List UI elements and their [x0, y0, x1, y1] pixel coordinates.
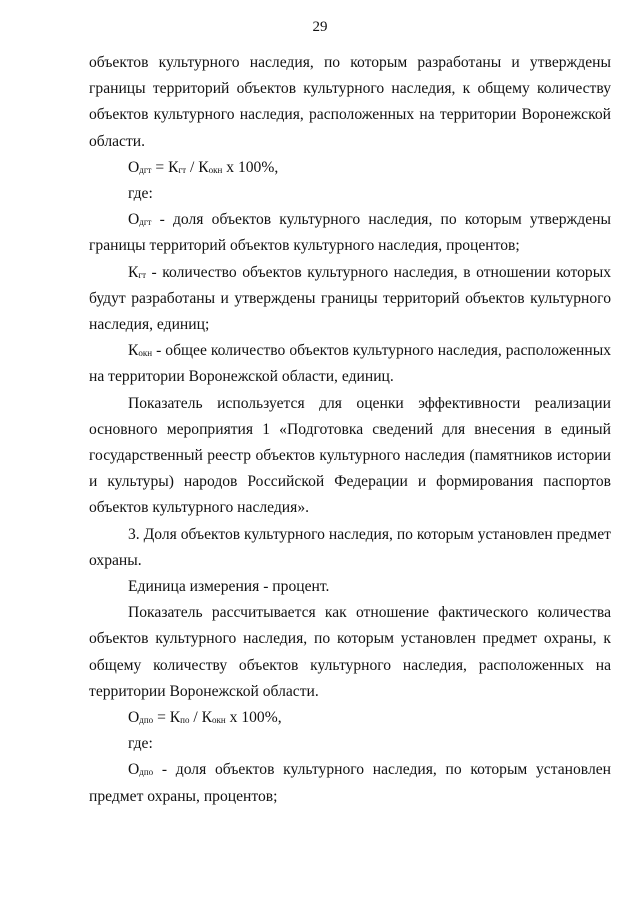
- page-number: 29: [312, 19, 328, 35]
- definition-symbol: О: [128, 211, 140, 229]
- document-body: [89, 50, 611, 810]
- formula-odpo: [89, 705, 611, 731]
- formula-subscript: по: [180, 715, 190, 726]
- formula-subscript: гт: [178, 164, 187, 175]
- definition-text: - доля объектов культурного наследия, по которым утверждены границы территорий объектов культурного наследия, процентов;: [89, 211, 611, 255]
- where-label: где:: [128, 735, 153, 753]
- formula-subscript: дпо: [139, 715, 154, 726]
- formula-text: = К: [153, 709, 181, 727]
- definition-subscript: гт: [138, 269, 147, 280]
- definition-subscript: дпо: [139, 767, 154, 778]
- definition-subscript: окн: [138, 348, 153, 359]
- definition-text: - количество объектов культурного наследия, в отношении которых будут разработаны и утверждены границы территорий объектов культурного наследия, единиц;: [89, 263, 611, 334]
- formula-odgt: [89, 155, 611, 181]
- paragraph-item-3: 3. Доля объектов культурного наследия, по которым установлен предмет охраны.: [89, 525, 611, 569]
- definition-symbol: К: [128, 342, 139, 360]
- definition-odgt: [89, 207, 611, 259]
- paragraph-indicator-usage: Показатель используется для оценки эффективности реализации основного мероприятия 1 «Подготовка сведений для внесения в единый государственный реестр объектов культурного наследия (памятников истории и культуры) народов Российской Федерации и формирования паспортов объектов культурного наследия».: [89, 394, 611, 517]
- definition-symbol: К: [128, 263, 139, 281]
- definition-subscript: дгт: [139, 217, 152, 228]
- definition-odpo: [89, 757, 611, 809]
- formula-symbol: О: [128, 158, 140, 176]
- definition-kgt: [89, 260, 611, 339]
- definition-text: - общее количество объектов культурного наследия, расположенных на территории Воронежской области, единиц.: [89, 342, 611, 386]
- definition-text: - доля объектов культурного наследия, по которым установлен предмет охраны, процентов;: [89, 761, 611, 805]
- paragraph-continuation: объектов культурного наследия, по которым разработаны и утверждены границы территорий объектов культурного наследия, к общему количеству объектов культурного наследия, расположенных на территории Воронежской области.: [89, 54, 611, 150]
- paragraph-calculation: Показатель рассчитывается как отношение фактического количества объектов культурного наследия, по которым установлен предмет охраны, к общему количеству объектов культурного наследия, расположенных на территории Воронежской области.: [89, 604, 611, 700]
- formula-text: / К: [186, 158, 209, 176]
- formula-subscript: окн: [208, 164, 223, 175]
- formula-text: х 100%,: [225, 709, 282, 727]
- formula-subscript: окн: [212, 715, 226, 726]
- formula-symbol: О: [128, 709, 140, 727]
- formula-text: / К: [189, 709, 213, 727]
- paragraph-unit: Единица измерения - процент.: [128, 578, 330, 596]
- definition-kokn: [89, 338, 611, 390]
- formula-text: = К: [151, 158, 179, 176]
- formula-text: х 100%,: [222, 158, 279, 176]
- definition-symbol: О: [128, 761, 140, 779]
- formula-subscript: дгт: [139, 164, 152, 175]
- where-label: где:: [128, 185, 153, 203]
